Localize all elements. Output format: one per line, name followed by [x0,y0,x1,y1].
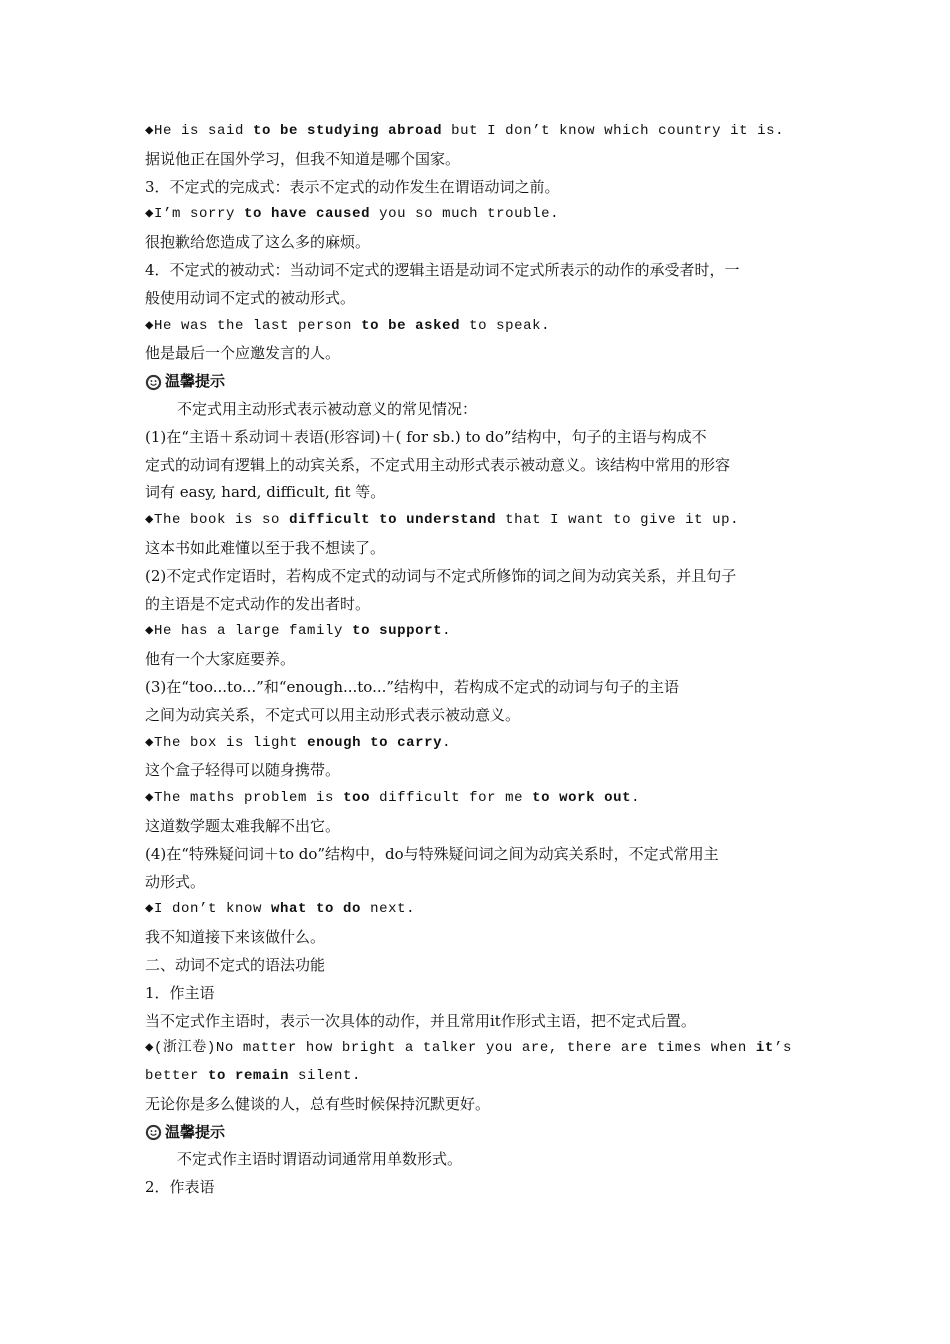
body-text-line: 无论你是多么健谈的人，总有些时候保持沉默更好。 [145,1094,491,1113]
sentence-text: ◆The box is light [145,734,308,751]
tip-heading [145,368,810,396]
example-sentence [145,896,810,924]
body-text-line: 我不知道接下来该做什么。 [145,928,326,947]
body-text-line: 当不定式作主语时，表示一次具体的动作，并且常用it作形式主语，把不定式后置。 [145,1011,696,1030]
document-page [145,118,810,1202]
tip-heading [145,1119,810,1147]
body-text-line: (2)不定式作定语时，若构成不定式的动词与不定式所修饰的词之间为动宾关系，并且句子 [145,566,737,585]
smiley-icon [145,1124,162,1141]
sentence-text: you so much trouble. [370,206,560,223]
smiley-icon [145,374,162,391]
body-text-line: 定式的动词有逻辑上的动宾关系，不定式用主动形式表示被动意义。该结构中常用的形容 [145,455,731,474]
sentence-text: ◆I don’t know [145,901,272,918]
highlighted-phrase: to have caused [244,206,371,223]
highlighted-phrase: to be asked [361,317,461,334]
tip-body-text: 不定式作主语时谓语动词通常用单数形式。 [177,1150,463,1169]
body-text-line: 1．作主语 [145,983,215,1002]
sentence-text: that I want to give it up. [496,512,740,529]
body-text-line: (3)在“too...to...”和“enough...to...”结构中，若构成不定式的动词与句子的主语 [145,677,680,696]
example-sentence [145,785,810,813]
body-text-line: 这本书如此难懂以至于我不想读了。 [145,538,386,557]
highlighted-phrase: too [343,790,371,807]
sentence-text: to speak. [460,317,551,334]
body-text-line: 3．不定式的完成式：表示不定式的动作发生在谓语动词之前。 [145,177,560,196]
example-sentence [145,1063,810,1091]
body-text-line: 2．作表语 [145,1178,215,1197]
example-sentence [145,730,810,758]
sentence-text: difficult for me [370,790,533,807]
highlighted-phrase: to remain [208,1068,290,1085]
tip-body-text: 不定式用主动形式表示被动意义的常见情况： [177,399,478,418]
body-text-line: 他是最后一个应邀发言的人。 [145,344,341,363]
sentence-text: ◆(浙江卷)No matter how bright a talker you are, there are times when [145,1040,756,1057]
highlighted-phrase: what to do [271,901,362,918]
highlighted-phrase: it [755,1040,774,1057]
example-sentence [145,201,810,229]
sentence-text: ◆The book is so [145,512,290,529]
tip-title: 温馨提示 [165,1122,226,1141]
sentence-text: . [631,790,641,807]
sentence-text: ◆He is said [145,123,254,139]
example-sentence [145,618,810,646]
body-text-line: 这个盒子轻得可以随身携带。 [145,761,341,780]
body-text-line: 他有一个大家庭要养。 [145,650,296,669]
body-text-line: 词有 easy, hard, difficult, fit 等。 [145,483,386,502]
sentence-text: ◆He was the last person [145,317,362,334]
highlighted-phrase: enough to carry [307,734,443,751]
sentence-text: . [442,734,452,751]
body-text-line: 动形式。 [145,872,206,891]
sentence-text: next. [361,901,416,918]
body-text-line: (4)在“特殊疑问词＋to do”结构中，do与特殊疑问词之间为动宾关系时，不定式常用主 [145,844,719,863]
sentence-text: ◆He has a large family [145,623,353,640]
highlighted-phrase: difficult to understand [289,512,497,529]
sentence-text: ’s [773,1040,792,1057]
body-text-line: 般使用动词不定式的被动形式。 [145,288,356,307]
tip-title: 温馨提示 [165,372,226,391]
body-text-line: 的主语是不定式动作的发出者时。 [145,594,371,613]
body-text-line: (1)在“主语＋系动词＋表语(形容词)＋( for sb.) to do”结构中，句子的主语与构成不 [145,427,707,446]
highlighted-phrase: to work out [532,790,632,807]
body-text-line: 这道数学题太难我解不出它。 [145,816,341,835]
sentence-text: ◆I’m sorry [145,206,245,223]
body-text-line: 二、动词不定式的语法功能 [145,955,326,974]
example-sentence [145,313,810,341]
body-text-line: 很抱歉给您造成了这么多的麻烦。 [145,233,371,252]
sentence-text: but I don’t know which country it is. [442,123,785,139]
body-text-line: 据说他正在国外学习，但我不知道是哪个国家。 [145,149,461,168]
body-text-line: 4．不定式的被动式：当动词不定式的逻辑主语是动词不定式所表示的动作的承受者时，一 [145,260,740,279]
sentence-text: . [442,623,452,640]
highlighted-phrase: to support [352,623,443,640]
sentence-text: ◆The maths problem is [145,790,344,807]
sentence-text: better [145,1068,209,1085]
example-sentence [145,507,810,535]
body-text-line: 之间为动宾关系，不定式可以用主动形式表示被动意义。 [145,705,521,724]
sentence-text: silent. [289,1068,362,1085]
example-sentence [145,118,810,146]
example-sentence [145,1035,810,1063]
highlighted-phrase: to be studying abroad [253,123,443,139]
